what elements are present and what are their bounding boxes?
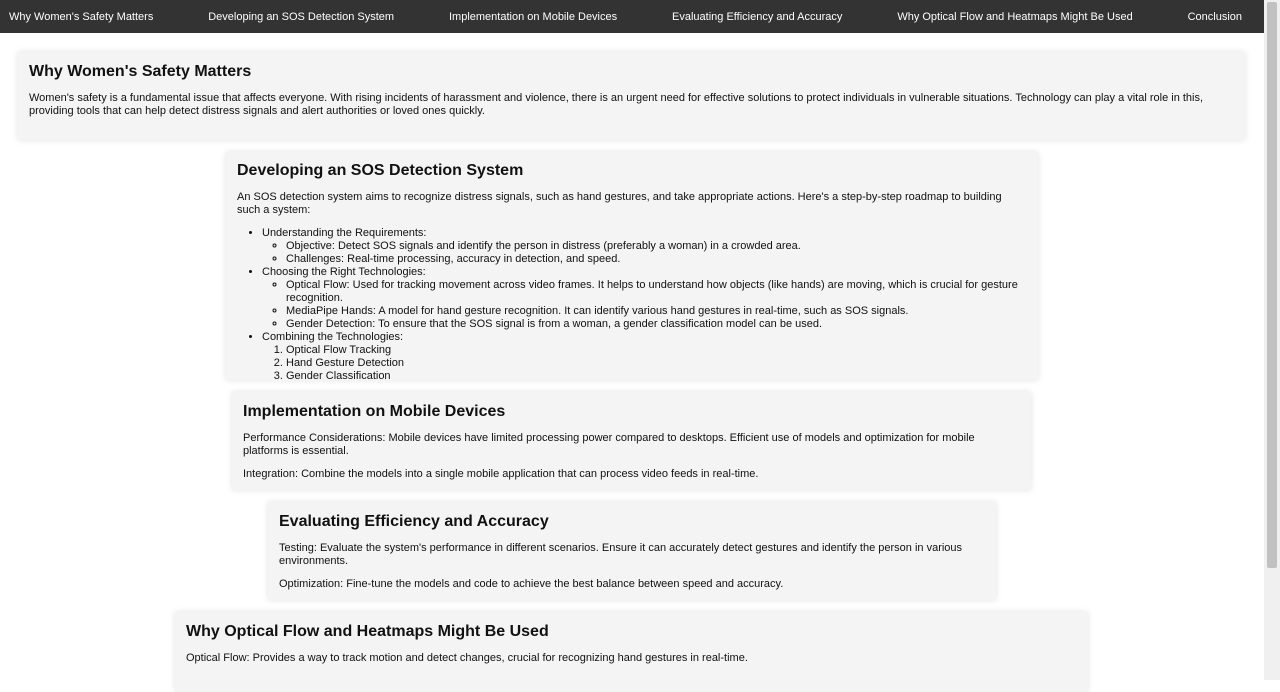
section-efficiency-accuracy xyxy=(268,502,996,600)
scrollbar-thumb[interactable] xyxy=(1267,2,1277,568)
section-text: Optical Flow: Provides a way to track motion and detect changes, crucial for recognizing hand gestures in real-time. xyxy=(186,652,748,664)
section-text: Testing: Evaluate the system's performance in different scenarios. Ensure it can accurately detect gestures and identify the person in various environments. xyxy=(279,542,963,567)
section-optical-flow-heatmaps xyxy=(175,612,1088,692)
section-text: Optimization: Fine-tune the models and code to achieve the best balance between speed and accuracy. xyxy=(279,578,784,590)
section-mobile-devices xyxy=(232,392,1031,490)
list-item: ◦ Gender Detection: To ensure that the SOS signal is from a woman, a gender classification model can be used. xyxy=(286,318,1027,331)
list-item: 1. Optical Flow Tracking xyxy=(286,344,1027,357)
nav-link-optical-flow-heatmaps[interactable]: Why Optical Flow and Heatmaps Might Be Used xyxy=(897,10,1133,23)
top-navigation xyxy=(0,0,1264,33)
list-item xyxy=(262,331,1027,380)
section-why-womens-safety xyxy=(18,52,1245,140)
list-item-label: Understanding the Requirements: xyxy=(262,227,427,239)
nav-link-efficiency-accuracy[interactable]: Evaluating Efficiency and Accuracy xyxy=(672,10,843,23)
list-item: ◦ Objective: Detect SOS signals and identify the person in distress (preferably a woman) in a crowded area. xyxy=(286,240,1027,253)
list-item: ◦ MediaPipe Hands: A model for hand gesture recognition. It can identify various hand gestures in real-time, such as SOS signals. xyxy=(286,305,1027,318)
section-sos-detection xyxy=(226,152,1038,380)
roadmap-list xyxy=(237,227,1027,380)
list-item: ◦ Optical Flow: Used for tracking movement across video frames. It helps to understand how objects (like hands) are moving, which is crucial for gesture recognition. xyxy=(286,279,1027,305)
section-title: Evaluating Efficiency and Accuracy xyxy=(279,513,549,530)
nav-link-conclusion[interactable]: Conclusion xyxy=(1187,10,1242,23)
nav-link-sos-detection[interactable]: Developing an SOS Detection System xyxy=(208,10,395,23)
section-text: Performance Considerations: Mobile devices have limited processing power compared to desktops. Efficient use of models and optimization for mobile platforms is essential. xyxy=(243,432,975,457)
section-title: Why Optical Flow and Heatmaps Might Be Used xyxy=(186,623,549,640)
section-text: Integration: Combine the models into a single mobile application that can process video feeds in real-time. xyxy=(243,468,759,480)
list-item: 2. Hand Gesture Detection xyxy=(286,357,1027,370)
section-title: Why Women's Safety Matters xyxy=(29,63,252,80)
list-item xyxy=(262,266,1027,331)
sub-list xyxy=(262,240,1027,266)
section-text: Women's safety is a fundamental issue that affects everyone. With rising incidents of harassment and violence, there is an urgent need for effective solutions to protect individuals in vulnerable situations. Technology can play a vital role in this, providing tools that can help detect distress signals and alert authorities or loved ones quickly. xyxy=(29,92,1204,117)
nav-link-why-womens-safety[interactable]: Why Women's Safety Matters xyxy=(9,10,154,23)
list-item: ◦ Challenges: Real-time processing, accuracy in detection, and speed. xyxy=(286,253,1027,266)
section-intro: An SOS detection system aims to recognize distress signals, such as hand gestures, and take appropriate actions. Here's a step-by-step roadmap to building such a system: xyxy=(237,191,1002,216)
list-item xyxy=(262,227,1027,266)
nav-link-mobile-devices[interactable]: Implementation on Mobile Devices xyxy=(448,10,618,23)
list-item: 3. Gender Classification xyxy=(286,370,1027,380)
ordered-sub-list xyxy=(262,344,1027,380)
section-title: Developing an SOS Detection System xyxy=(237,162,524,179)
list-item-label: Combining the Technologies: xyxy=(262,331,404,343)
list-item-label: Choosing the Right Technologies: xyxy=(262,266,426,278)
vertical-scrollbar[interactable] xyxy=(1264,0,1280,680)
section-title: Implementation on Mobile Devices xyxy=(243,403,506,420)
sub-list xyxy=(262,279,1027,331)
